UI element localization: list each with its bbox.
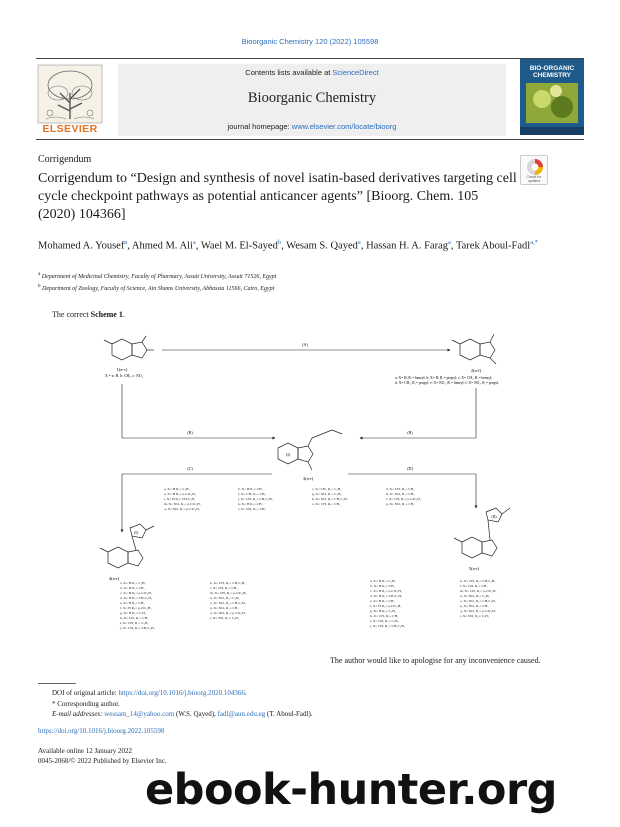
left-legend bbox=[119, 581, 248, 631]
author-name[interactable]: Wael M. El-Sayed bbox=[200, 240, 278, 252]
legend-entry: e, X= H R₂= CH₃ bbox=[370, 599, 395, 603]
affiliation-item bbox=[38, 282, 578, 294]
legend-entry: i, X= H R₂= CH₂C₆H₅ bbox=[164, 497, 196, 501]
issn-copyright: 0045-2068/© 2022 Published by Elsevier Inc. bbox=[38, 757, 167, 765]
affiliation-marker[interactable]: a bbox=[357, 239, 361, 246]
reaction-scheme bbox=[90, 330, 552, 652]
contents-prefix: Contents lists available at bbox=[245, 68, 333, 77]
doi-end: . bbox=[244, 689, 247, 697]
legend-entry: g, X= NO₂ R₂= C₆H₅ bbox=[312, 492, 342, 496]
email-owner: (T. Aboul-Fadl). bbox=[265, 710, 313, 718]
compound-label: 2(a-f) bbox=[470, 368, 482, 373]
legend-entry: n, X= H R₂= CH₃ bbox=[238, 502, 263, 506]
arrow-label: (C) bbox=[187, 466, 193, 471]
legend-entry: c, X= CH₃ R₂= C₆H₅ bbox=[312, 487, 342, 491]
product2-legend: a: X= H, R₁= benzyl; b: X= H, R₁= propyl; c: X= CH₃, R₁= benzyl; bbox=[395, 376, 493, 380]
affiliation-marker[interactable]: a bbox=[192, 239, 196, 246]
legend-entry: b, X= H R₂= CH₃ bbox=[238, 487, 263, 491]
email-label: E-mail addresses: bbox=[52, 710, 105, 718]
apology-text: The author would like to apologise for any inconvenience caused. bbox=[330, 656, 541, 665]
affiliation-marker[interactable]: a bbox=[448, 239, 451, 246]
arrow-label: (D) bbox=[407, 466, 413, 471]
legend-entry: a, X= H R₂= C₆H₅ bbox=[164, 487, 190, 491]
legend-entry: c, X= H R₂= p-ClC₆H₄ bbox=[370, 589, 403, 593]
watermark-text: ebook-hunter.org bbox=[145, 765, 557, 815]
legend-entry: n, X= NO₂ R₂= C₆H₅ bbox=[460, 594, 490, 598]
legend-entry: l, X= CH₃ R₂= p-ClC₆H₄ bbox=[386, 497, 421, 501]
affiliation-sup: a bbox=[38, 272, 41, 277]
journal-cover[interactable] bbox=[520, 59, 584, 135]
affiliation-marker[interactable]: a,* bbox=[530, 239, 538, 246]
legend-entry: d, X= H R₂= CH₂C₆H₅ bbox=[370, 594, 403, 598]
compound-substituents: X = a: H, b: CH₃, c: NO₂ bbox=[104, 374, 144, 378]
left-product-structure bbox=[100, 524, 154, 568]
author-name[interactable]: Hassan H. A. Farag bbox=[366, 240, 449, 252]
legend-entry: h, X= CH₃ R₂= CH₃ bbox=[370, 614, 399, 618]
scheme-ref[interactable]: Scheme 1 bbox=[90, 310, 123, 319]
arrow-label: (A) bbox=[302, 342, 308, 347]
affiliation-marker[interactable]: a bbox=[124, 239, 128, 246]
legend-entry: g, X= H R₂= C₆H₅ bbox=[370, 609, 396, 613]
legend-entry: j, X= CH₃ R₂= CH₂C₆H₅ bbox=[238, 497, 273, 501]
available-online: Available online 12 January 2022 bbox=[38, 747, 132, 755]
legend-entry: g, X= H R₂= C₆H₅ bbox=[120, 611, 146, 615]
affiliations bbox=[38, 270, 578, 294]
right-product-structure bbox=[454, 508, 510, 558]
legend-entry: h, X= NO₂ R₂= CH₃ bbox=[386, 492, 415, 496]
legend-entry: f, X= CH₃ R₂= CH₃ bbox=[238, 492, 266, 496]
email-link[interactable]: fadl@aun.edu.eg bbox=[217, 710, 266, 718]
scheme-end: . bbox=[122, 310, 125, 319]
scheme-caption bbox=[52, 310, 125, 319]
legend-entry: i, X= CH₃ R₂= C₆H₅ bbox=[120, 621, 149, 625]
compound-label: 1(a-c) bbox=[116, 367, 128, 372]
legend-entry: j, X= CH₃ R₂= CH₂C₆H₅ bbox=[370, 624, 405, 628]
email-owner: (W.S. Qayed), bbox=[174, 710, 218, 718]
affiliation-text: Department of Medicinal Chemistry, Faculty of Pharmacy, Assuit University, Assuit 71526, Egypt bbox=[41, 274, 277, 280]
contents-line bbox=[118, 68, 506, 77]
check-for-updates-badge[interactable] bbox=[520, 155, 548, 185]
legend-entry: o, X= NO₂ R₂= CH₂C₆H₅ bbox=[460, 599, 496, 603]
legend-entry: d, X= CH₃ R₂= CH₃ bbox=[386, 487, 415, 491]
legend-entry: h, X= CH₃ R₂= CH₃ bbox=[120, 616, 149, 620]
homepage-prefix: journal homepage: bbox=[227, 122, 292, 131]
legend-entry: r, X= NO₂ R₂= C₆H₅ bbox=[210, 616, 240, 620]
footnote-divider bbox=[38, 683, 76, 684]
legend-entry: k, X= NO₂ R₂= CH₂C₆H₅ bbox=[312, 497, 348, 501]
scheme-intro: The correct bbox=[52, 310, 91, 319]
article-title: Corrigendum to “Design and synthesis of novel isatin-based derivatives targeting cell cycle checkpoint pathways as potential anticancer agents” [Bioorg. Chem. 105 (2020) 104366] bbox=[38, 171, 517, 222]
footnotes bbox=[52, 688, 313, 720]
legend-entry: m, X= CH₃ R₂= p-ClC₆H₄ bbox=[210, 591, 247, 595]
legend-entry: r, X= NO₂ R₂= C₆H₅ bbox=[460, 614, 490, 618]
compound-label: 3(a-r) bbox=[302, 476, 314, 481]
legend-entry: o, X= CH₃ R₂= CH₃ bbox=[312, 502, 341, 506]
product2-structure bbox=[452, 334, 496, 364]
legend-entry: o, X= NO₂ R₂= CH₂C₆H₅ bbox=[210, 601, 246, 605]
legend-entry: j, X= CH₃ R₂= CH₂C₆H₅ bbox=[120, 626, 155, 630]
elsevier-wordmark: ELSEVIER bbox=[42, 123, 98, 135]
product2-legend: d: X= CH₃, R₁= propyl; e: X= NO₂, R₁= benzyl; f: X= NO₂, R₁= propyl. bbox=[395, 381, 500, 385]
legend-entry: c, X= H R₂= p-ClC₆H₄ bbox=[120, 591, 153, 595]
legend-entry: p, X= NO₂ R₂= CH₃ bbox=[386, 502, 415, 506]
legend-entry: n, X= NO₂ R₂= C₆H₅ bbox=[210, 596, 240, 600]
ring-label: (I) bbox=[134, 531, 138, 535]
journal-title: Bioorganic Chemistry bbox=[247, 90, 377, 106]
center-legend bbox=[164, 487, 422, 512]
legend-entry: b, X= H R₂= CH₃ bbox=[370, 584, 395, 588]
legend-entry: a, X= H R₂= C₆H₅ bbox=[120, 581, 146, 585]
arrow-b-right bbox=[360, 388, 476, 438]
legend-entry: b, X= H R₂= CH₃ bbox=[120, 586, 145, 590]
legend-entry: k, X= CH₃ R₂= CH₂C₆H₅ bbox=[210, 581, 246, 585]
legend-entry: q, X= NO₂ R₂= p-ClC₆H₄ bbox=[164, 507, 200, 511]
affiliation-item bbox=[38, 270, 578, 282]
compound-label: 5(a-r) bbox=[468, 566, 480, 571]
legend-entry: a, X= H R₂= C₆H₅ bbox=[370, 579, 396, 583]
cover-title: BIO-ORGANIC CHEMISTRY bbox=[529, 65, 575, 79]
center-structure bbox=[278, 430, 342, 470]
cover-image bbox=[520, 59, 584, 135]
legend-entry: d, X= H R₂= CH₂C₆H₅ bbox=[120, 596, 153, 600]
email-line bbox=[52, 709, 313, 720]
homepage-line bbox=[118, 122, 506, 131]
journal-reference[interactable]: Bioorganic Chemistry 120 (2022) 105598 bbox=[241, 37, 379, 46]
author-list: Mohamed A. Yousef$^a$, Ahmed M. Ali$^a$, Wael M. El-Sayed$^b$, Wesam S. Qayed$^a$, Hassan H. A. Farag$^a$, Tarek Aboul-Fadl$^{a,*}$ bbox=[38, 239, 538, 252]
legend-entry: q, X= NO₂ R₂= p-ClC₆H₄ bbox=[210, 611, 246, 615]
affiliation-sup: b bbox=[38, 284, 41, 289]
legend-entry: m, X= CH₃ R₂= p-ClC₆H₄ bbox=[460, 589, 497, 593]
legend-entry: p, X= NO₂ R₂= CH₃ bbox=[210, 606, 239, 610]
original-doi-link[interactable]: https://doi.org/10.1016/j.bioorg.2020.104366 bbox=[118, 689, 245, 697]
email-link[interactable]: wessam_14@yahoo.com bbox=[104, 710, 175, 718]
legend-entry: f, X= H R₂= p-ClC₆H₄ bbox=[120, 606, 152, 610]
original-doi-line bbox=[52, 688, 313, 699]
legend-entry: l, X= CH₃ R₂= CH₃ bbox=[210, 586, 238, 590]
legend-entry: e, X= H R₂= CH₃ bbox=[120, 601, 145, 605]
legend-entry: r, X= NO₂ R₂= CH₃ bbox=[238, 507, 266, 511]
corresponding-note: * Corresponding author. bbox=[52, 699, 120, 708]
author-name[interactable]: Mohamed A. Yousef bbox=[38, 240, 125, 252]
legend-entry: k, X= CH₃ R₂= CH₂C₆H₅ bbox=[460, 579, 496, 583]
ring-label: (I) bbox=[286, 452, 290, 457]
affiliation-marker[interactable]: b bbox=[277, 239, 282, 246]
legend-entry: e, X= H R₂= p-ClC₆H₄ bbox=[164, 492, 197, 496]
article-doi-link[interactable]: https://doi.org/10.1016/j.bioorg.2022.105598 bbox=[38, 727, 165, 735]
doi-label: DOI of original article: bbox=[52, 689, 119, 697]
legend-entry: i, X= CH₃ R₂= C₆H₅ bbox=[370, 619, 399, 623]
journal-header bbox=[36, 58, 584, 140]
arrow-label: (B) bbox=[407, 430, 413, 435]
affiliation-text: Department of Zoology, Faculty of Science, Ain Shams University, Abbassia 11566, Cairo, Egypt bbox=[42, 286, 275, 292]
ring-label: (II) bbox=[491, 515, 497, 519]
sciencedirect-link[interactable]: ScienceDirect bbox=[332, 68, 379, 77]
legend-entry: f, X= H R₂= p-ClC₆H₄ bbox=[370, 604, 402, 608]
crossmark-label: Check for updates bbox=[526, 175, 542, 183]
author-name[interactable]: Ahmed M. Ali bbox=[131, 240, 193, 252]
isatin-structure bbox=[104, 336, 154, 360]
legend-entry: q, X= NO₂ R₂= p-ClC₆H₄ bbox=[460, 609, 496, 613]
author-name[interactable]: Wesam S. Qayed bbox=[286, 240, 358, 252]
arrow-label: (B) bbox=[187, 430, 193, 435]
arrow-b-left bbox=[122, 384, 275, 438]
right-legend bbox=[369, 579, 498, 629]
legend-entry: l, X= CH₃ R₂= CH₃ bbox=[460, 584, 488, 588]
section-label: Corrigendum bbox=[38, 154, 92, 165]
journal-masthead bbox=[118, 64, 506, 136]
legend-entry: m, X= NO₂ R₂= p-ClC₆H₄ bbox=[164, 502, 201, 506]
availability-info bbox=[38, 746, 167, 766]
compound-label: 4(a-r) bbox=[108, 576, 120, 581]
author-name[interactable]: Tarek Aboul-Fadl bbox=[455, 240, 531, 252]
homepage-link[interactable]: www.elsevier.com/locate/bioorg bbox=[291, 122, 397, 131]
legend-entry: p, X= NO₂ R₂= CH₃ bbox=[460, 604, 489, 608]
